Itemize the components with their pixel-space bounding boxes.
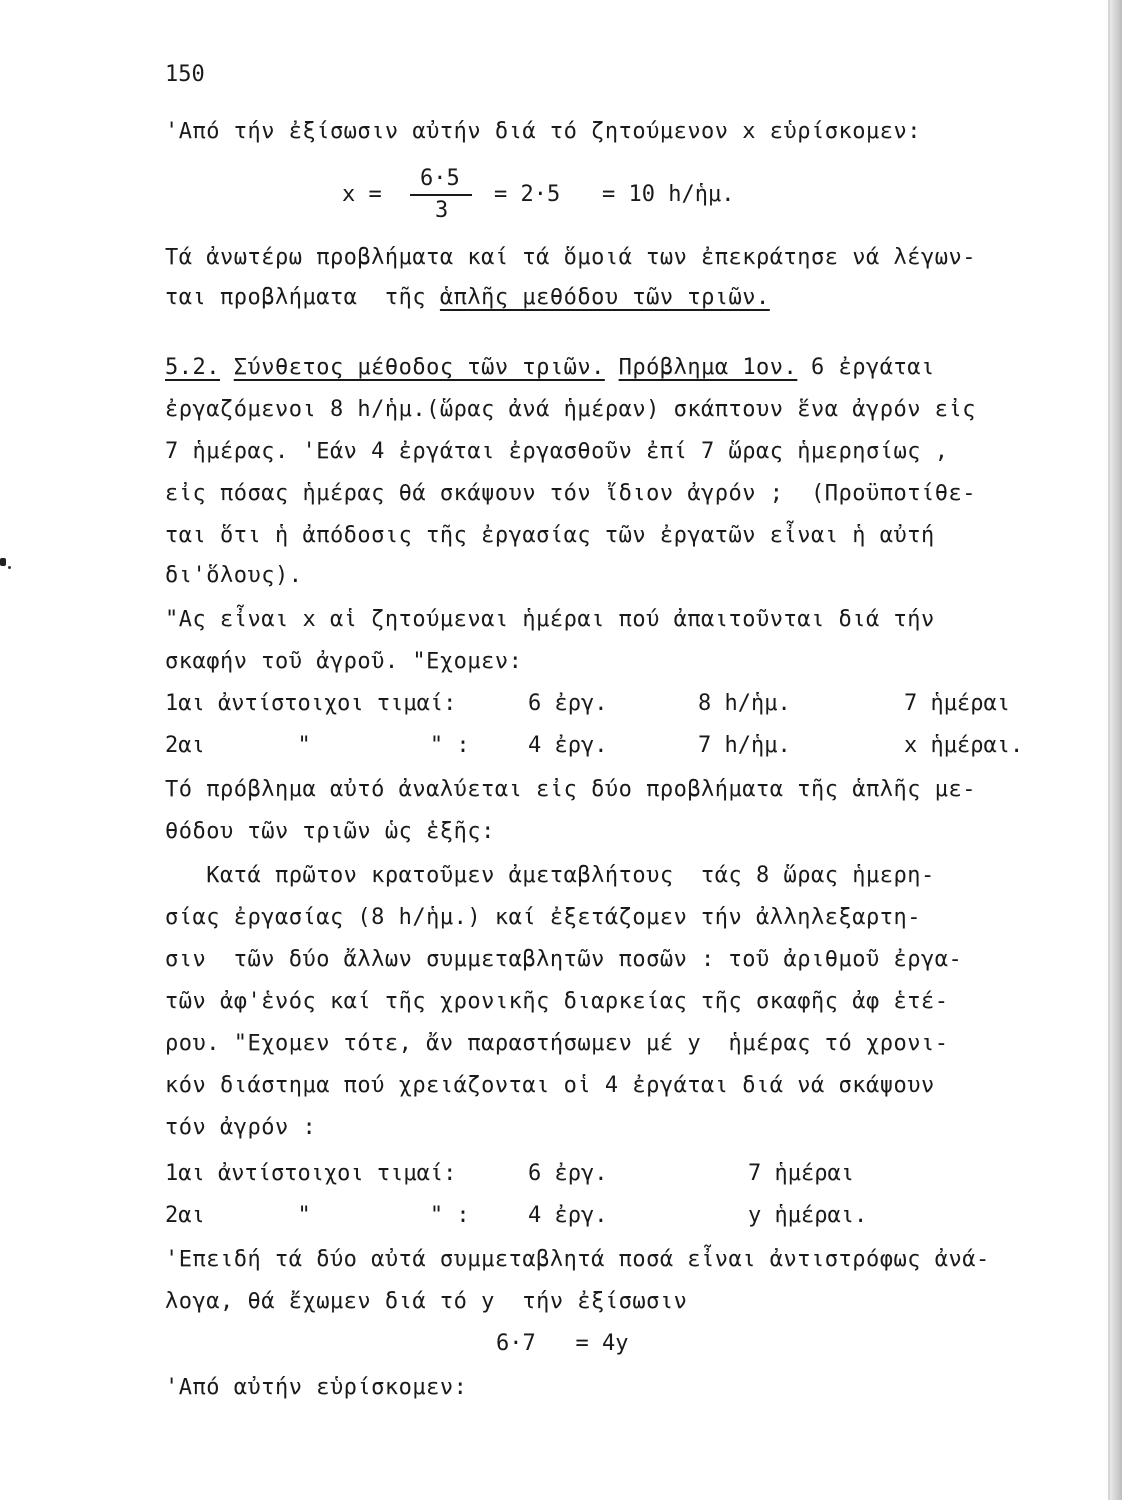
para5-line: ρου. "Εχομεν τότε, ἄν παραστήσωμεν μέ y ἡμέρας τό χρονι- — [165, 1031, 949, 1056]
para6-line: 'Επειδή τά δύο αὐτά συμμεταβλητά ποσά εἶναι ἀντιστρόφως ἀνά- — [165, 1247, 990, 1272]
problem-label: Πρόβλημα 1ον. — [618, 355, 798, 380]
table2-row2-workers: 4 ἐργ. — [528, 1203, 608, 1228]
para5-line: κόν διάστημα πού χρειάζονται οἱ 4 ἐργάται διά νά σκάψουν — [165, 1073, 935, 1098]
intro-line: 'Από τήν ἐξίσωσιν αὐτήν διά τό ζητούμενον x εὑρίσκομεν: — [165, 119, 921, 144]
table2-row1-label: 1αι ἀντίστοιχοι τιμαί: — [165, 1161, 457, 1186]
table2-row1-days: 7 ἡμέραι — [748, 1161, 854, 1186]
para1-line2-text: ται προβλήματα τῆς — [165, 285, 440, 310]
formula1-denominator: 3 — [435, 198, 449, 223]
page-number: 150 — [165, 62, 205, 87]
formula1-rhs2: = 10 h/ἡμ. — [602, 182, 735, 207]
section-rest: 6 ἐργάται — [797, 355, 935, 380]
formula1-fraction-bar — [410, 194, 472, 196]
para4-line: θόδου τῶν τριῶν ὡς ἑξῆς: — [165, 819, 495, 844]
para6-line: λογα, θά ἔχωμεν διά τό y τήν ἐξίσωσιν — [165, 1289, 688, 1314]
para5-line: Κατά πρῶτον κρατοῦμεν ἀμεταβλήτους τάς 8 ὥρας ἡμερη- — [165, 863, 935, 888]
table1-row2-hours: 7 h/ἡμ. — [698, 733, 791, 758]
para3-line: "Ας εἶναι x αἱ ζητούμεναι ἡμέραι πού ἀπαιτοῦνται διά τήν — [165, 607, 935, 632]
formula2: 6·7 = 4y — [496, 1331, 629, 1356]
table1-row2-days: x ἡμέραι. — [904, 733, 1024, 758]
section-title: Σύνθετος μέθοδος τῶν τριῶν. — [233, 355, 605, 380]
para2-line: ἐργαζόμενοι 8 h/ἡμ.(ὥρας ἀνά ἡμέραν) σκάπτουν ἕνα ἀγρόν εἰς — [165, 397, 976, 422]
page-edge — [1110, 0, 1122, 1500]
para1-line1: Τά ἀνωτέρω προβλήματα καί τά ὅμοιά των ἐπεκράτησε νά λέγων- — [165, 245, 976, 270]
table2-row1-workers: 6 ἐργ. — [528, 1161, 608, 1186]
para3-line: σκαφήν τοῦ ἀγροῦ. "Εχομεν: — [165, 649, 523, 674]
para5-line: σιν τῶν δύο ἄλλων συμμεταβλητῶν ποσῶν : τοῦ ἀριθμοῦ ἐργα- — [165, 947, 963, 972]
table2-row2-label: 2αι " " : — [165, 1203, 470, 1228]
formula1-rhs1: = 2·5 — [494, 182, 561, 207]
section-heading — [165, 354, 935, 382]
table1-row1-hours: 8 h/ἡμ. — [698, 691, 791, 716]
table1-row1-label: 1αι ἀντίστοιχοι τιμαί: — [165, 691, 457, 716]
para5-line: τόν ἀγρόν : — [165, 1115, 317, 1140]
para2-line: εἰς πόσας ἡμέρας θά σκάψουν τόν ἴδιον ἀγρόν ; (Προϋποτίθε- — [165, 481, 976, 506]
para1-line2 — [165, 284, 770, 312]
section-number: 5.2. — [165, 355, 220, 380]
para2-line: δι'ὅλους). — [165, 563, 303, 588]
table2-row2-days: y ἡμέραι. — [748, 1203, 868, 1228]
ink-speck-small — [8, 566, 11, 569]
method-term: ἁπλῆς μεθόδου τῶν τριῶν. — [439, 285, 770, 310]
table1-row2-workers: 4 ἐργ. — [528, 733, 608, 758]
para5-line: σίας ἐργασίας (8 h/ἡμ.) καί ἐξετάζομεν τήν ἀλληλεξαρτη- — [165, 905, 921, 930]
table1-row1-days: 7 ἡμέραι — [904, 691, 1010, 716]
para2-line: 7 ἡμέρας. 'Εάν 4 ἐργάται ἐργασθοῦν ἐπί 7 ὥρας ἡμερησίως , — [165, 439, 949, 464]
table1-row2-label: 2αι " " : — [165, 733, 470, 758]
table1-row1-workers: 6 ἐργ. — [528, 691, 608, 716]
formula1-lhs: x = — [342, 182, 382, 207]
para4-line: Τό πρόβλημα αὐτό ἀναλύεται εἰς δύο προβλήματα τῆς ἁπλῆς με- — [165, 777, 976, 802]
formula1-numerator: 6·5 — [420, 166, 460, 191]
ink-speck — [0, 558, 6, 566]
closing-line: 'Από αὐτήν εὑρίσκομεν: — [165, 1375, 468, 1400]
para2-line: ται ὅτι ἡ ἀπόδοσις τῆς ἐργασίας τῶν ἐργατῶν εἶναι ἡ αὐτή — [165, 523, 935, 548]
para5-line: τῶν ἀφ'ἑνός καί τῆς χρονικῆς διαρκείας τῆς σκαφῆς ἀφ ἑτέ- — [165, 989, 949, 1014]
